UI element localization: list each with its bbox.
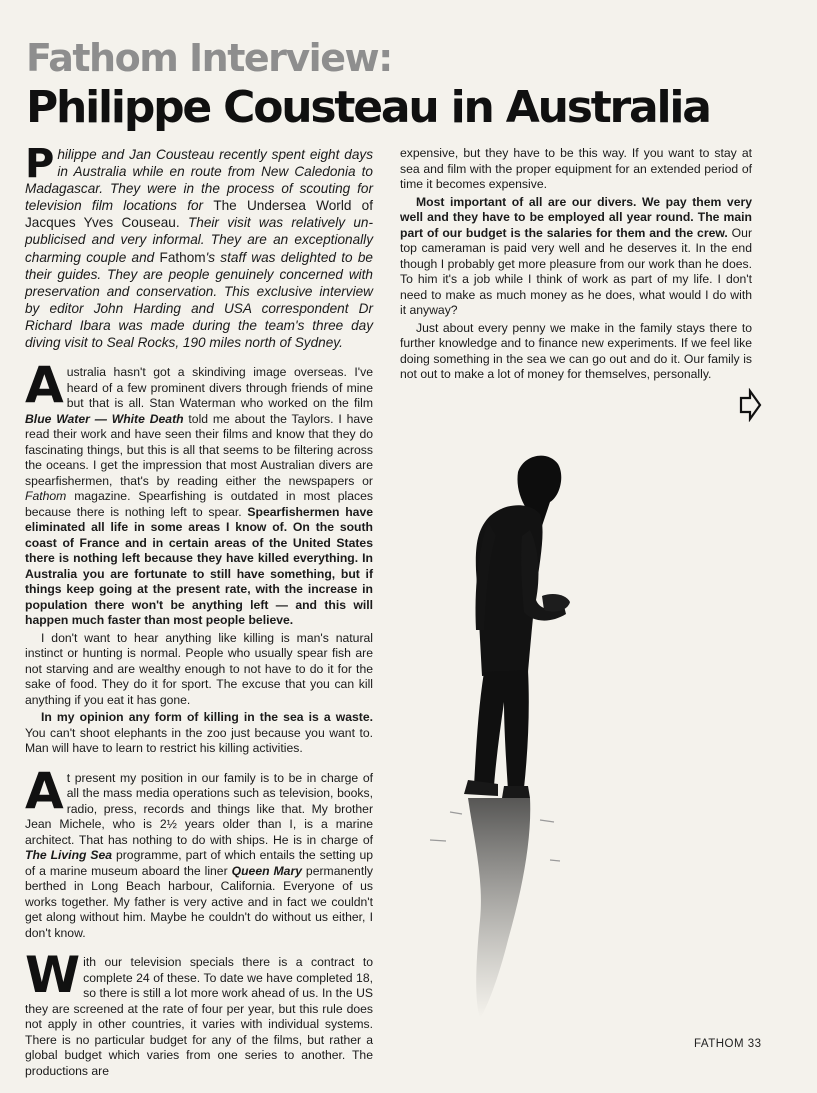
intro-paragraph xyxy=(25,141,373,351)
intro-magazine-name: Fathom xyxy=(159,249,206,265)
page-title: Philippe Cousteau in Australia xyxy=(26,82,710,133)
right-paragraph3: Just about every penny we make in the family stays there to further knowledge and to finance new experiments. If we feel like doing something in the sea we can go out and do it. Our family is not out to make a lot of money for themselves, personally. xyxy=(400,320,752,381)
page-footer: FATHOM 33 xyxy=(694,1038,762,1050)
left-column xyxy=(25,141,374,1093)
section1-text-a: ustralia hasn't got a skindiving image overseas. I've heard of a few prominent divers through friends of mine but that is all. Stan Waterman who worked on the film xyxy=(66,365,373,411)
section-australia xyxy=(25,356,374,757)
section3-text: ith our television specials there is a contract to complete 24 of these. To date we have completed 18, so there is still a lot more work ahead of us. In the US they are screened at the rate of four per year, but this rule does not apply in other countries, it varies with individual systems. There is no particular budget for any of the films, but rather a global budget which varies from one series to another. The productions are xyxy=(25,955,373,1078)
section-family-roles xyxy=(25,761,374,942)
section1-paragraph3 xyxy=(25,710,373,757)
section1-paragraph2: I don't want to hear anything like killing is man's natural instinct or hunting is normal. People who usually spear fish are not starving and are wealthy enough to not have to do it for the sake of food. They do it for sport. The excuse that you can kill anything if you eat it has gone. xyxy=(25,630,373,707)
section1-bold-text: Spearfishermen have eliminated all life in some areas I know of. On the south coast of France and in certain areas of the United States there is nothing left because they have killed everything. In Australia you are fortunate to still have something, but if things keep going at the present rate, with the increase in population there won't be anything left — and this will happen much faster than most people believe. xyxy=(25,504,374,628)
section3-dropcap: W xyxy=(25,946,81,1005)
section3-paragraph xyxy=(25,946,373,1079)
diver-photo xyxy=(390,440,620,1020)
section1-paragraph1 xyxy=(25,356,374,629)
intro-dropcap: P xyxy=(25,141,55,187)
section2-text-c: permanently berthed in Long Beach harbour, California. Everyone of us works together. My father is very active and in fact we couldn't get along without him. Maybe he couldn't do without us either, I don't know. xyxy=(25,863,374,940)
section-television xyxy=(25,946,373,1079)
film-title: Blue Water — White Death xyxy=(25,411,184,426)
intro-text-a: hilippe and Jan Cousteau recently spent eight days in Australia while en route from New Caledonia to Madagascar. They were in the process of scouting for television film locations for xyxy=(25,147,373,214)
right-p2-rest: Our top cameraman is paid very well and he deserves it. In the end though I probably get more pleasure from our work than he does. To him it's a job while I think of work as part of my life. I don't need to make as much money as he does, what would I do with it anyway? xyxy=(400,225,753,317)
section1-dropcap: A xyxy=(25,356,64,415)
intro-show-title: The Undersea World of Jacques Yves Couseau. xyxy=(25,198,373,231)
section2-dropcap: A xyxy=(25,761,64,820)
section1-text-b: told me about the Taylors. I have read their work and have seen their films and know that they do fascinating things, but this is all that seems to be filtering across the oceans. I get the impression that most Australian divers are spearfishermen, that's by reading either the newspapers or xyxy=(25,411,373,488)
interview-kicker: Fathom Interview: xyxy=(26,36,392,80)
arrow-right-icon xyxy=(738,388,762,422)
section1-p3-bold: In my opinion any form of killing in the sea is a waste. xyxy=(41,710,373,725)
right-paragraph1: expensive, but they have to be this way. If you want to stay at sea and film with the proper equipment for an extended period of time it becomes expensive. xyxy=(400,146,752,191)
right-column xyxy=(400,146,752,385)
section1-p3-rest: You can't shoot elephants in the zoo just because you want to. Man will have to learn to restrict his killing activities. xyxy=(25,725,373,756)
right-paragraph2 xyxy=(400,195,752,319)
intro-text-c: 's staff was delighted to be their guides. They are people genuinely concerned with preservation and conservation. This exclusive interview by editor John Harding and USA correspondent Dr Richard Ibara was made during the team's three day diving visit to Seal Rocks, 190 miles north of Sydney. xyxy=(25,249,373,351)
intro-text-b: Their visit was relatively un-publicised and very informal. They are an exceptionally charming couple and xyxy=(25,215,373,265)
right-p2-bold: Most important of all are our divers. We pay them very well and they have to be employed all year round. The main part of our budget is the salaries for them and the crew. xyxy=(400,194,752,240)
magazine-name: Fathom xyxy=(25,489,67,504)
living-sea-title: The Living Sea xyxy=(25,848,113,863)
ship-name: Queen Mary xyxy=(231,863,302,878)
section1-text-c: magazine. Spearfishing is outdated in most places because there is nothing left to spear. xyxy=(25,489,373,519)
section2-paragraph xyxy=(25,761,374,942)
section2-text-b: programme, part of which entails the setting up of a marine museum aboard the liner xyxy=(25,848,373,878)
section2-text-a: t present my position in our family is to be in charge of all the mass media operations such as television, books, radio, press, records and things like that. My brother Jean Michele, who is 2½ years older than I, is a marine architect. That has nothing to do with ships. He is in charge of xyxy=(25,770,373,847)
